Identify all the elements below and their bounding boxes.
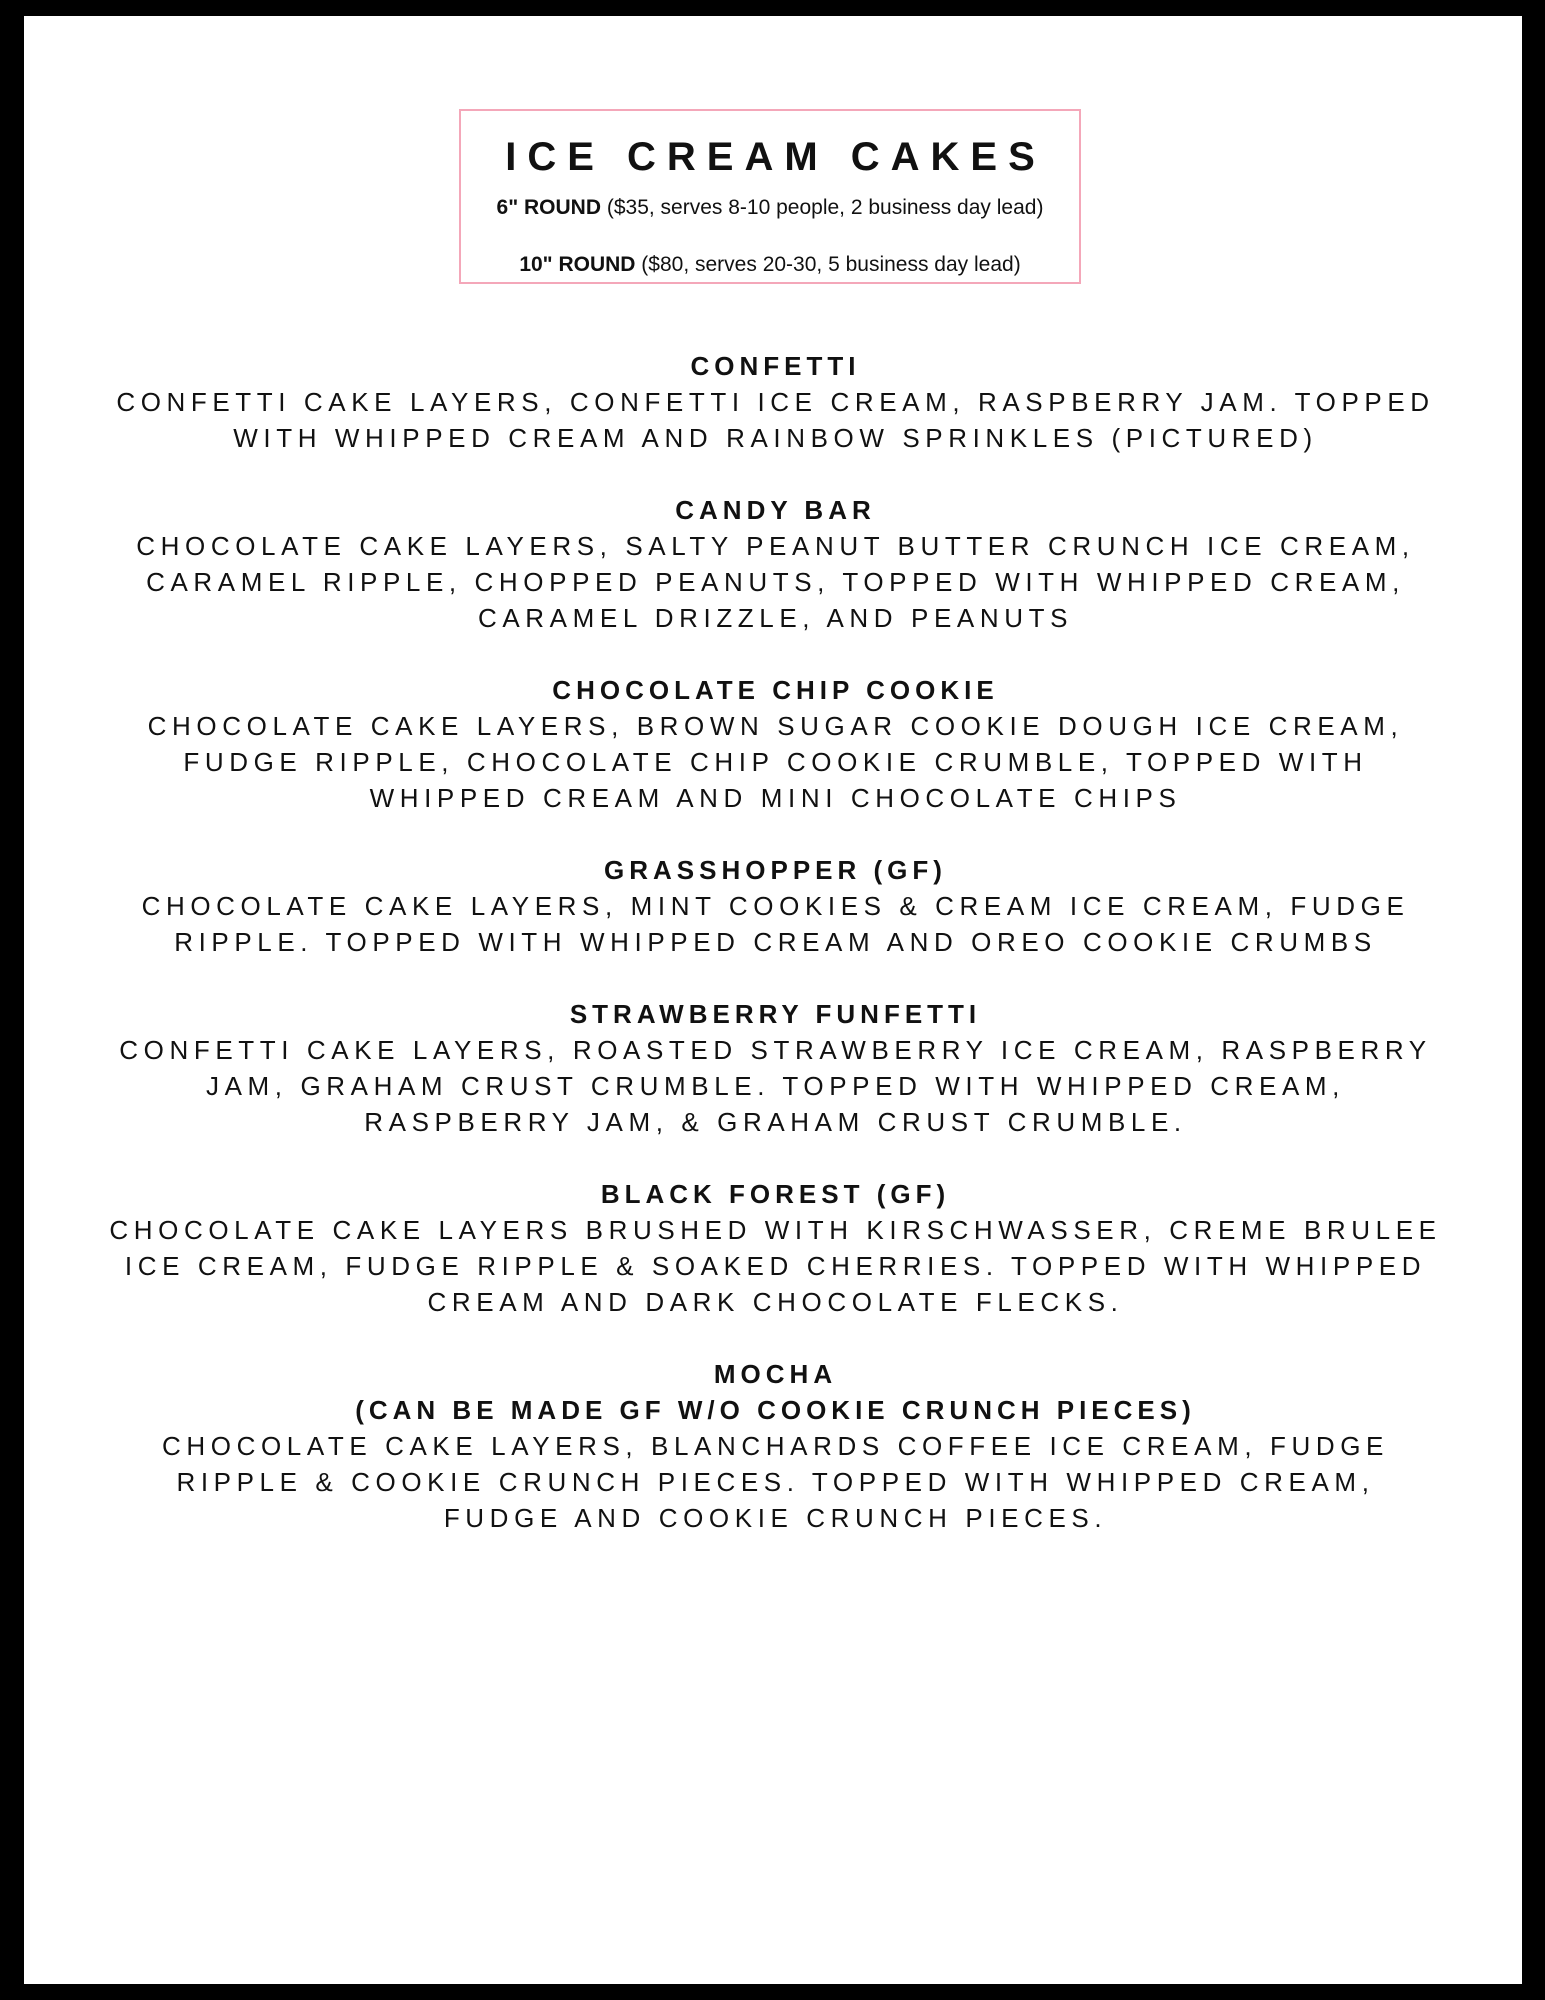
size-detail: ($35, serves 8-10 people, 2 business day lead) (601, 196, 1044, 219)
cake-name: MOCHA (713, 1359, 838, 1389)
cake-subname: (CAN BE MADE GF W/O COOKIE CRUNCH PIECES) (355, 1395, 1196, 1425)
page-title: ICE CREAM CAKES (505, 135, 1046, 179)
menu-page (24, 16, 1522, 1984)
cake-description-line: CONFETTI CAKE LAYERS, CONFETTI ICE CREAM, RASPBERRY JAM. TOPPED (116, 387, 1435, 417)
cake-item-confetti (84, 348, 1462, 456)
cake-name: STRAWBERRY FUNFETTI (569, 999, 982, 1029)
cake-item-candy-bar (84, 492, 1462, 636)
cake-description-line: CARAMEL DRIZZLE, AND PEANUTS (477, 603, 1074, 633)
cake-description-line: FUDGE RIPPLE, CHOCOLATE CHIP COOKIE CRUMBLE, TOPPED WITH (183, 747, 1368, 777)
size-label: 10" ROUND (519, 253, 636, 276)
cake-description-line: WHIPPED CREAM AND MINI CHOCOLATE CHIPS (369, 783, 1182, 813)
cake-description-line: JAM, GRAHAM CRUST CRUMBLE. TOPPED WITH WHIPPED CREAM, (206, 1071, 1345, 1101)
size-option-10-inch (461, 252, 1079, 278)
cake-description-line: CHOCOLATE CAKE LAYERS, BROWN SUGAR COOKIE DOUGH ICE CREAM, (147, 711, 1404, 741)
cake-item-strawberry-funfetti (84, 996, 1462, 1140)
cake-description-line: CREAM AND DARK CHOCOLATE FLECKS. (427, 1287, 1124, 1317)
cake-description-line: CHOCOLATE CAKE LAYERS, SALTY PEANUT BUTTER CRUNCH ICE CREAM, (136, 531, 1415, 561)
cake-description-line: ICE CREAM, FUDGE RIPPLE & SOAKED CHERRIES. TOPPED WITH WHIPPED (124, 1251, 1427, 1281)
cake-description-line: CARAMEL RIPPLE, CHOPPED PEANUTS, TOPPED WITH WHIPPED CREAM, (146, 567, 1405, 597)
cake-description-line: RASPBERRY JAM, & GRAHAM CRUST CRUMBLE. (364, 1107, 1187, 1137)
cake-list (84, 348, 1462, 1572)
cake-description-line: CONFETTI CAKE LAYERS, ROASTED STRAWBERRY ICE CREAM, RASPBERRY (119, 1035, 1432, 1065)
cake-item-chocolate-chip-cookie (84, 672, 1462, 816)
cake-description-line: CHOCOLATE CAKE LAYERS, BLANCHARDS COFFEE ICE CREAM, FUDGE (162, 1431, 1389, 1461)
size-detail: ($80, serves 20-30, 5 business day lead) (635, 253, 1021, 276)
cake-name: GRASSHOPPER (GF) (604, 855, 947, 885)
cake-description-line: FUDGE AND COOKIE CRUNCH PIECES. (443, 1503, 1108, 1533)
cake-description-line: CHOCOLATE CAKE LAYERS, MINT COOKIES & CREAM ICE CREAM, FUDGE (141, 891, 1410, 921)
size-label: 6" ROUND (496, 196, 602, 219)
cake-description-line: RIPPLE. TOPPED WITH WHIPPED CREAM AND OREO COOKIE CRUMBS (174, 927, 1377, 957)
cake-name: CANDY BAR (675, 495, 876, 525)
cake-item-grasshopper (84, 852, 1462, 960)
size-option-6-inch (461, 195, 1079, 221)
header-box (459, 109, 1081, 284)
cake-item-black-forest (84, 1176, 1462, 1320)
cake-name: CONFETTI (690, 351, 861, 381)
cake-description-line: RIPPLE & COOKIE CRUNCH PIECES. TOPPED WITH WHIPPED CREAM, (176, 1467, 1375, 1497)
cake-name: CHOCOLATE CHIP COOKIE (552, 675, 999, 705)
cake-item-mocha (84, 1356, 1462, 1536)
cake-name: BLACK FOREST (GF) (600, 1179, 951, 1209)
cake-description-line: CHOCOLATE CAKE LAYERS BRUSHED WITH KIRSCHWASSER, CREME BRULEE (109, 1215, 1442, 1245)
cake-description-line: WITH WHIPPED CREAM AND RAINBOW SPRINKLES (PICTURED) (233, 423, 1318, 453)
